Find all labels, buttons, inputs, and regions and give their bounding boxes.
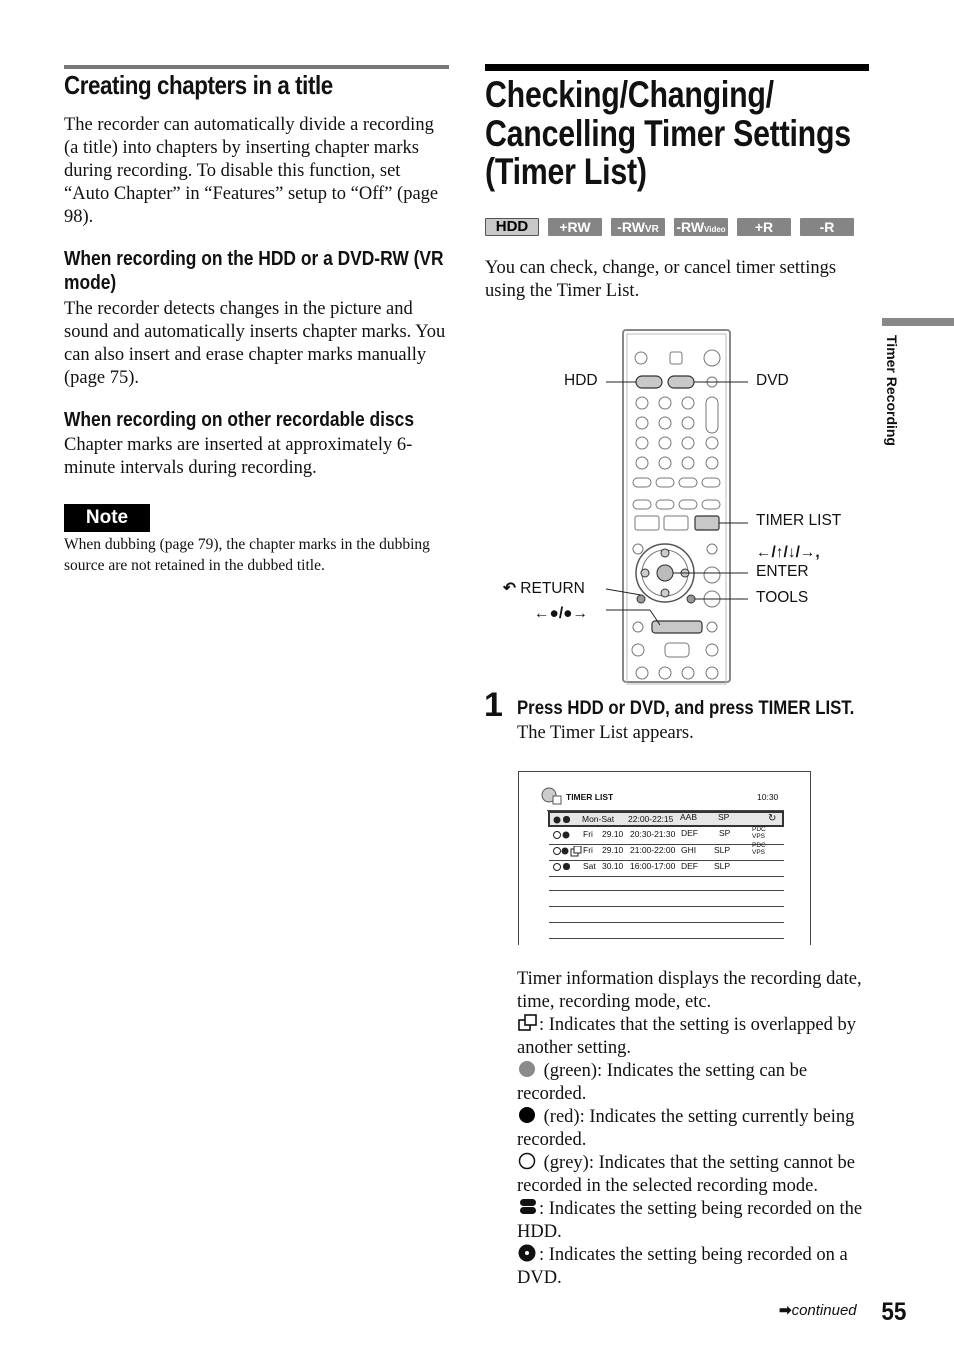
- explain-intro: Timer information displays the recording date, time, recording mode, etc.: [517, 969, 862, 1012]
- label-tools: TOOLS: [756, 589, 809, 606]
- row-time: 22:00-22:15: [628, 814, 674, 824]
- explain-red: [517, 1106, 873, 1152]
- row-vps: VPS: [752, 833, 766, 840]
- red-circle-icon: [517, 1106, 539, 1124]
- row-pdc: PDC: [752, 842, 766, 849]
- label-dvd: DVD: [756, 372, 789, 389]
- row-time: 21:00-22:00: [630, 845, 676, 855]
- remote-enter-button: [657, 565, 673, 581]
- row-channel: DEF: [681, 828, 698, 838]
- empty-row: [549, 938, 784, 939]
- row-time: 16:00-17:00: [630, 861, 676, 871]
- status-icons: [552, 815, 572, 825]
- page-number: 55: [881, 1298, 907, 1326]
- badge-rw-video-sub: Video: [704, 225, 726, 234]
- row-date: 29.10: [602, 845, 624, 855]
- arrow-right-icon: ➡: [779, 1302, 792, 1319]
- overlap-icon: [517, 1014, 539, 1032]
- chapter-rule: [485, 64, 869, 71]
- subheading-hdd-dvdrw-text: The recorder detects changes in the picture and sound and automatically inserts chapter marks. You can also insert and erase chapter marks manually (page 75).: [64, 299, 446, 388]
- empty-row: [549, 922, 784, 923]
- label-timer-list: TIMER LIST: [756, 512, 842, 529]
- remote-illustration: [480, 325, 880, 685]
- row-day: Fri: [583, 829, 593, 839]
- explain-overlap-text: : Indicates that the setting is overlapped by another setting.: [517, 1015, 856, 1058]
- badge-hdd: HDD: [485, 218, 539, 236]
- row-day: Fri: [583, 845, 593, 855]
- explain-red-text: (red): Indicates the setting currently being recorded.: [517, 1107, 855, 1150]
- remote-return-button: [637, 595, 645, 603]
- badge-rw-vr-sub: VR: [644, 224, 659, 235]
- section-rule: [64, 65, 449, 69]
- label-arrows: ←/↑/↓/→,: [756, 544, 820, 561]
- remote-tools-button: [687, 595, 695, 603]
- timer-row[interactable]: [548, 811, 784, 827]
- dvd-icon: [517, 1244, 539, 1262]
- repeat-icon: ↻: [768, 813, 777, 824]
- remote-hdd-button: [636, 376, 662, 388]
- continued-text: continued: [791, 1302, 857, 1319]
- subheading-hdd-dvdrw: When recording on the HDD or a DVD-RW (VR mode): [64, 248, 444, 294]
- row-mode: SLP: [714, 845, 731, 855]
- subheading-other-discs: When recording on other recordable discs: [64, 409, 414, 431]
- empty-row: [549, 890, 784, 891]
- row-time: 20:30-21:30: [630, 829, 676, 839]
- explanation: [517, 968, 873, 1290]
- row-mode: SLP: [714, 861, 731, 871]
- step-number: 1: [484, 686, 503, 724]
- side-tab: [880, 335, 908, 465]
- disc-badges: [485, 218, 854, 236]
- explain-overlap: [517, 1014, 873, 1060]
- badge-rw-vr-main: -RW: [617, 219, 645, 235]
- status-icons: [552, 830, 572, 840]
- subheading-other-discs-text: Chapter marks are inserted at approximately 6-minute intervals during recording.: [64, 435, 413, 478]
- label-return-text: RETURN: [520, 580, 585, 597]
- continued-marker: [779, 1301, 857, 1319]
- badge-rw-video: [674, 218, 728, 236]
- row-day: Sat: [583, 861, 596, 871]
- remote-dvd-button: [668, 376, 694, 388]
- section-title: Creating chapters in a title: [64, 70, 333, 100]
- note-label: Note: [64, 504, 150, 532]
- remote-timer-list-button: [695, 516, 719, 530]
- explain-dvd: [517, 1244, 873, 1290]
- badge-rw-video-main: -RW: [676, 219, 705, 235]
- return-icon: ↶: [503, 580, 521, 597]
- label-hdd: HDD: [564, 372, 598, 389]
- row-date: 29.10: [602, 829, 624, 839]
- row-vps: VPS: [752, 849, 766, 856]
- row-channel: GHI: [681, 845, 697, 855]
- row-mode: SP: [718, 812, 730, 822]
- side-tab-bar: [882, 318, 954, 326]
- section-intro: The recorder can automatically divide a recording (a title) into chapters by inserting chapter marks during recording. To disable this function, set “Auto Chapter” in “Features” setup to “Off” (page 98).: [64, 115, 439, 227]
- explain-grey-text: (grey): Indicates that the setting cannot be recorded in the selected recording mode.: [517, 1153, 855, 1196]
- step-subtitle: The Timer List appears.: [517, 723, 694, 743]
- hdd-icon: [517, 1198, 539, 1216]
- timer-list-screen: [518, 771, 811, 945]
- label-skip: ←●/●→: [534, 605, 589, 622]
- grey-circle-icon: [517, 1152, 539, 1170]
- row-channel: DEF: [681, 861, 698, 871]
- explain-hdd-text: : Indicates the setting being recorded on the HDD.: [517, 1199, 863, 1242]
- status-icons: [552, 846, 582, 858]
- row-date: 30.10: [602, 861, 624, 871]
- badge-rw-vr: [611, 218, 665, 236]
- row-pdc: PDC: [752, 826, 766, 833]
- row-channel: AAB: [680, 812, 698, 822]
- label-return: [503, 579, 585, 598]
- badge-plus-r: +R: [737, 218, 791, 236]
- timer-list-clock: 10:30: [757, 792, 779, 802]
- timer-list-header: TIMER LIST: [566, 792, 614, 802]
- chapter-intro: You can check, change, or cancel timer settings using the Timer List.: [485, 258, 837, 301]
- row-mode: SP: [719, 828, 731, 838]
- green-circle-icon: [517, 1060, 539, 1078]
- timer-row[interactable]: [549, 844, 784, 861]
- timer-row[interactable]: [549, 860, 784, 877]
- step-title: Press HDD or DVD, and press TIMER LIST.: [517, 697, 855, 719]
- explain-green-text: (green): Indicates the setting can be recorded.: [517, 1061, 808, 1104]
- timer-row[interactable]: [549, 828, 784, 845]
- explain-dvd-text: : Indicates the setting being recorded on a DVD.: [517, 1245, 848, 1288]
- status-icons: [552, 862, 572, 872]
- empty-row: [549, 906, 784, 907]
- timer-clock-icon: [541, 787, 563, 805]
- badge-minus-r: -R: [800, 218, 854, 236]
- remote-skip-buttons: [652, 621, 702, 633]
- row-day: Mon-Sat: [582, 814, 615, 824]
- side-tab-label: Timer Recording: [884, 335, 900, 446]
- explain-green: [517, 1060, 873, 1106]
- explain-grey: [517, 1152, 873, 1198]
- note-text: When dubbing (page 79), the chapter marks in the dubbing source are not retained in the dubbed title.: [64, 536, 430, 574]
- label-enter: ENTER: [756, 563, 809, 580]
- chapter-title: Checking/Changing/ Cancelling Timer Settings (Timer List): [485, 74, 851, 192]
- explain-hdd: [517, 1198, 873, 1244]
- badge-plus-rw: +RW: [548, 218, 602, 236]
